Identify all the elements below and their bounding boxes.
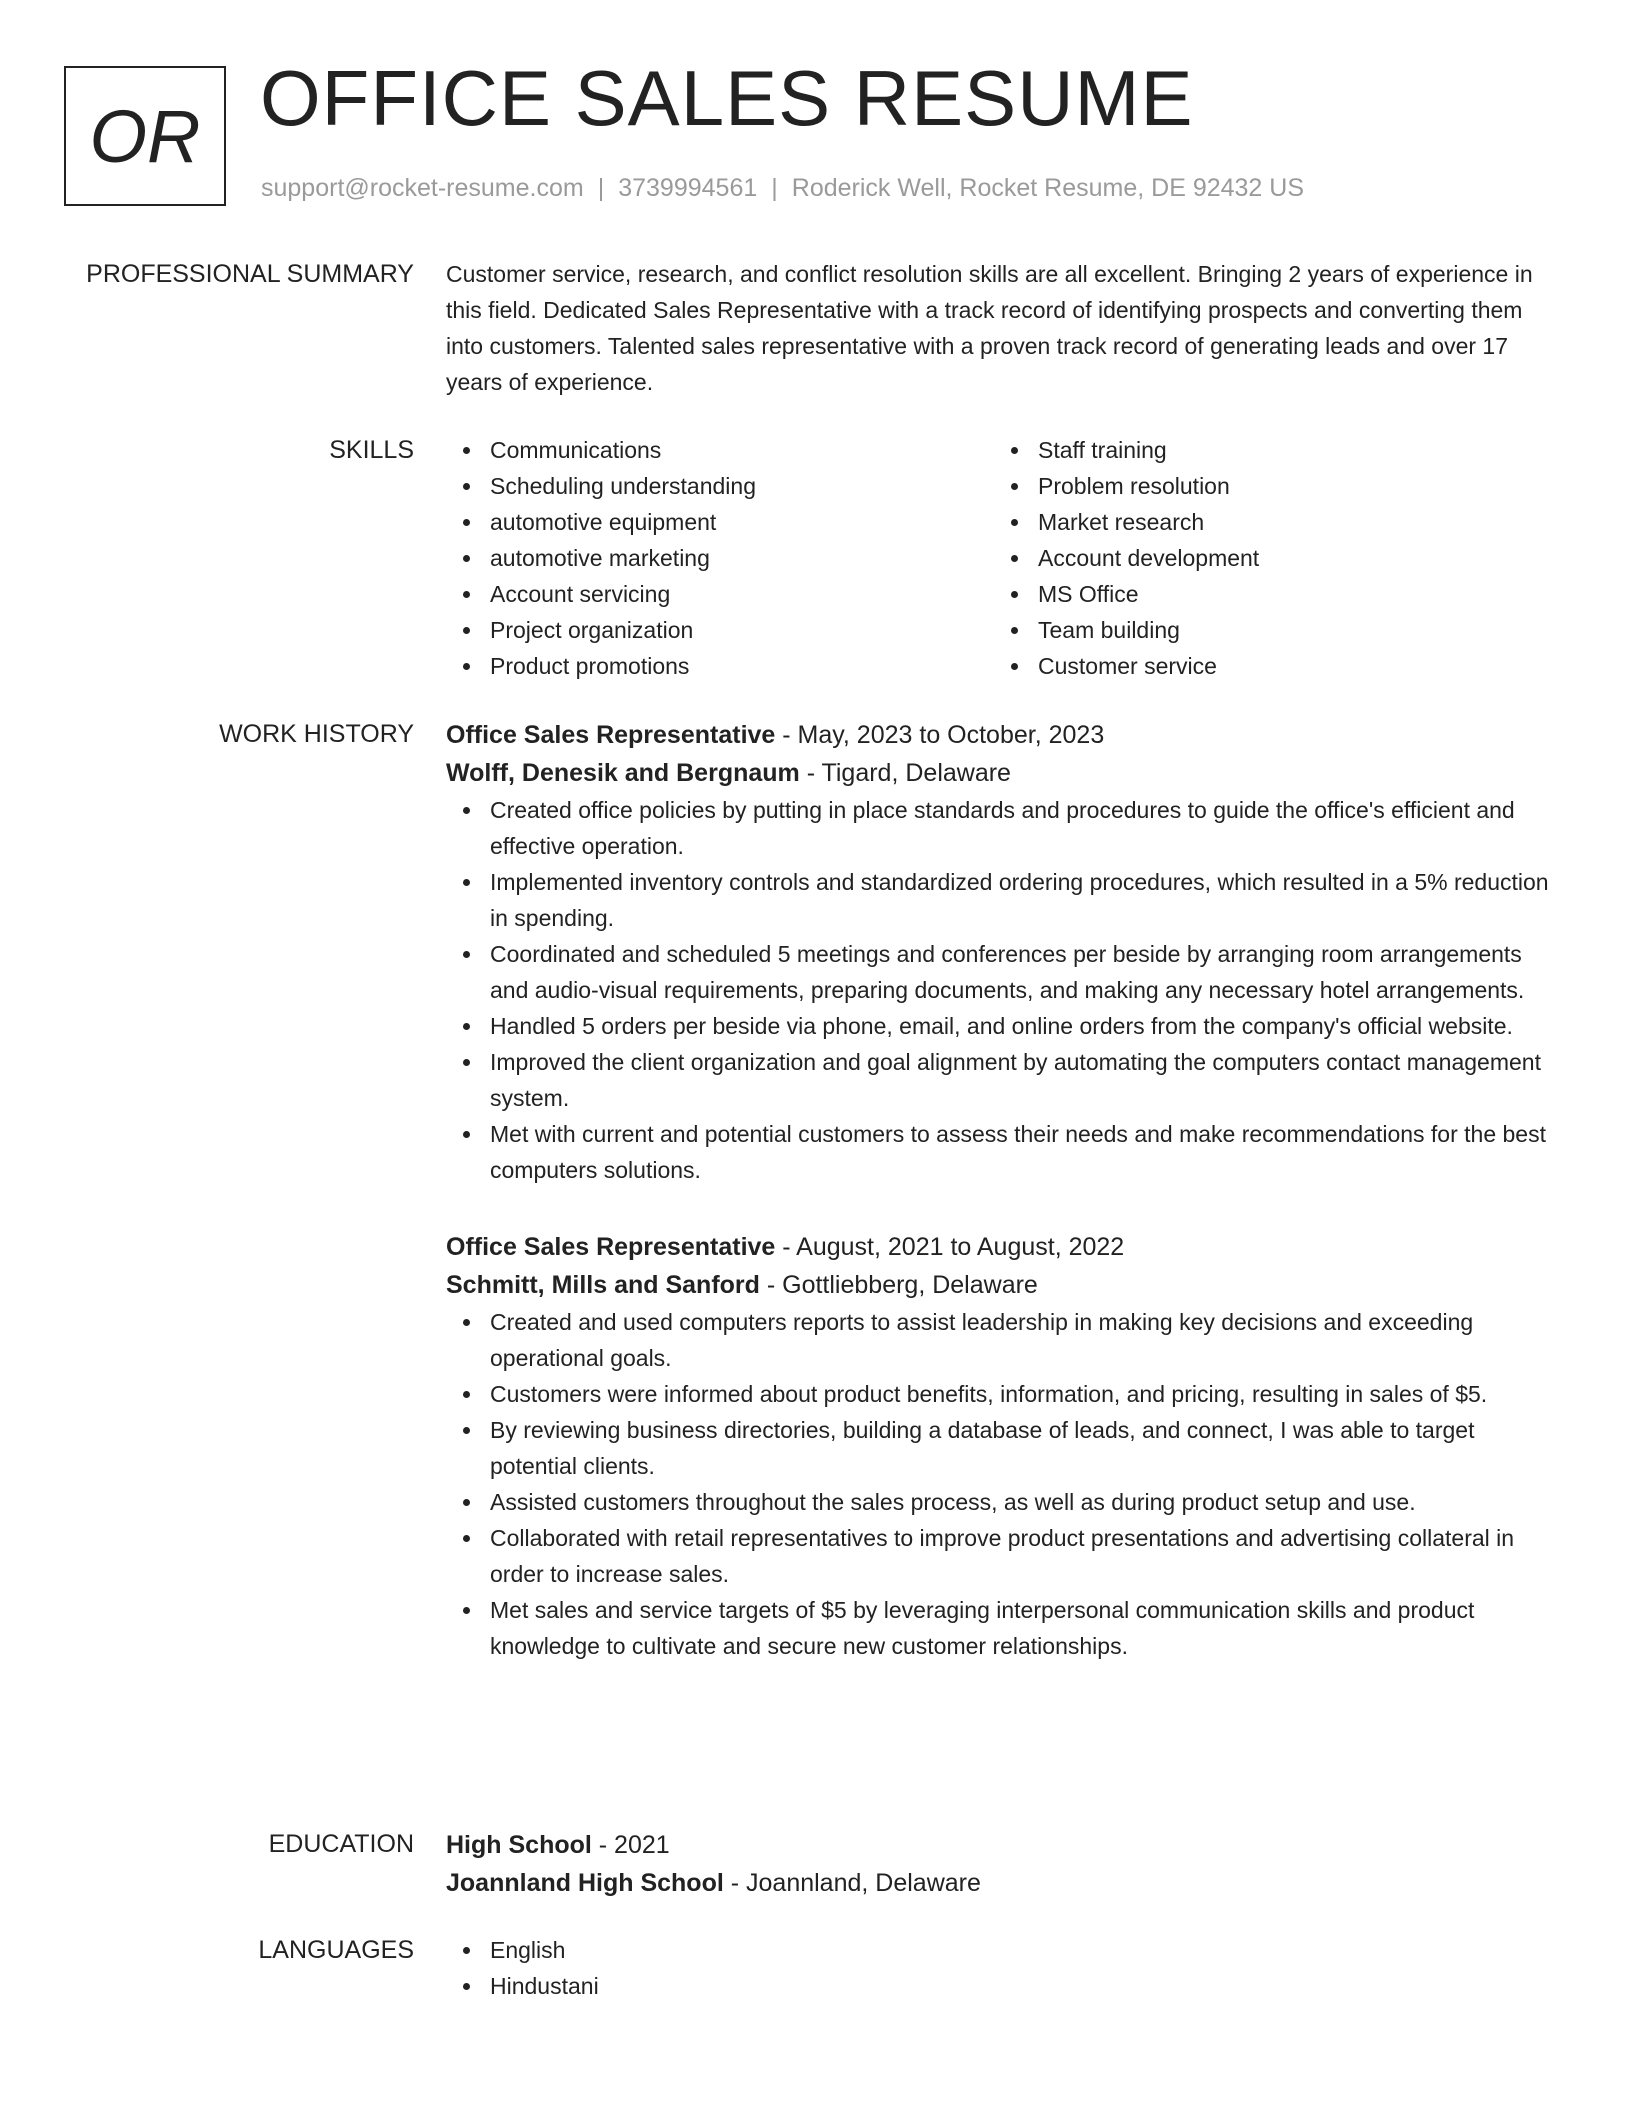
summary-text: Customer service, research, and conflict resolution skills are all excellent. Bringing 2 years of experience in this field. Dedicated Sales Representative with a track record of identifying prospects and converting them into customers. Talented sales representative with a proven track record of generating leads and over 17 years of experience. (446, 261, 1533, 395)
job-bullets (446, 1304, 1562, 1664)
skill-item: Team building (1038, 612, 1542, 648)
job-bullet: Met sales and service targets of $5 by leveraging interpersonal communication skills and product knowledge to cultivate and secure new customer relationships. (490, 1592, 1562, 1664)
summary-body (446, 256, 1562, 400)
resume-title: OFFICE SALES RESUME (260, 54, 1194, 142)
job-location: - Gottliebberg, Delaware (759, 1271, 1038, 1299)
job-company: Wolff, Denesik and Bergnaum (446, 759, 800, 787)
job-bullet: Created and used computers reports to assist leadership in making key decisions and exceeding operational goals. (490, 1304, 1562, 1376)
contact-separator: | (597, 174, 605, 202)
languages-body (446, 1932, 1562, 2004)
skill-item: Customer service (1038, 648, 1542, 684)
job-bullet: Coordinated and scheduled 5 meetings and conferences per beside by arranging room arrangements and audio-visual requirements, preparing documents, and making any necessary hotel arrangements. (490, 936, 1562, 1008)
job-bullet: Improved the client organization and goal alignment by automating the computers contact management system. (490, 1044, 1562, 1116)
job-bullet: Assisted customers throughout the sales process, as well as during product setup and use. (490, 1484, 1562, 1520)
contact-line (261, 174, 1304, 203)
work-history-label: WORK HISTORY (219, 720, 414, 748)
education-label: EDUCATION (268, 1830, 414, 1858)
skill-item: Problem resolution (1038, 468, 1542, 504)
monogram-logo: OR (64, 66, 226, 206)
job-entry (446, 1228, 1562, 1664)
skills-list-right (994, 432, 1542, 684)
job-entry (446, 716, 1562, 1188)
skill-item: Account servicing (490, 576, 994, 612)
languages-label: LANGUAGES (258, 1936, 414, 1964)
job-bullet: Met with current and potential customers to assess their needs and make recommendations for the best computers solutions. (490, 1116, 1562, 1188)
job-bullet: Handled 5 orders per beside via phone, email, and online orders from the company's official website. (490, 1008, 1562, 1044)
education-school: Joannland High School (446, 1869, 724, 1897)
job-bullet: Created office policies by putting in place standards and procedures to guide the office's efficient and effective operation. (490, 792, 1562, 864)
job-bullet: Collaborated with retail representatives to improve product presentations and advertising collateral in order to increase sales. (490, 1520, 1562, 1592)
education-location: - Joannland, Delaware (723, 1869, 981, 1897)
education-school-line (446, 1864, 1562, 1902)
job-dates: - August, 2021 to August, 2022 (775, 1233, 1125, 1261)
job-dates: - May, 2023 to October, 2023 (775, 721, 1105, 749)
contact-phone[interactable]: 3739994561 (618, 174, 758, 202)
languages-list (446, 1932, 1562, 2004)
skill-item: automotive equipment (490, 504, 994, 540)
job-bullet: Customers were informed about product benefits, information, and pricing, resulting in sales of $5. (490, 1376, 1562, 1412)
education-degree-line (446, 1826, 1562, 1864)
job-title-line (446, 1228, 1562, 1266)
skill-item: Market research (1038, 504, 1542, 540)
contact-separator: | (771, 174, 778, 202)
education-body (446, 1826, 1562, 1902)
education-degree: High School (446, 1831, 592, 1859)
skill-item: Project organization (490, 612, 994, 648)
skill-item: Product promotions (490, 648, 994, 684)
job-company-line (446, 754, 1562, 792)
skills-body (446, 432, 1562, 684)
skills-list-left (446, 432, 994, 684)
language-item: English (490, 1932, 1562, 1968)
skill-item: Scheduling understanding (490, 468, 994, 504)
job-title: Office Sales Representative (446, 1233, 776, 1261)
job-company-line (446, 1266, 1562, 1304)
job-bullet: By reviewing business directories, building a database of leads, and connect, I was able to target potential clients. (490, 1412, 1562, 1484)
job-title-line (446, 716, 1562, 754)
contact-address: Roderick Well, Rocket Resume, DE 92432 US (791, 174, 1305, 202)
job-bullet: Implemented inventory controls and standardized ordering procedures, which resulted in a 5% reduction in spending. (490, 864, 1562, 936)
job-location: - Tigard, Delaware (799, 759, 1011, 787)
job-company: Schmitt, Mills and Sanford (446, 1271, 760, 1299)
work-history-body (446, 716, 1562, 1664)
education-year: - 2021 (591, 1831, 670, 1859)
skill-item: Communications (490, 432, 994, 468)
job-bullets (446, 792, 1562, 1188)
skill-item: MS Office (1038, 576, 1542, 612)
skill-item: Staff training (1038, 432, 1542, 468)
skill-item: automotive marketing (490, 540, 994, 576)
contact-email[interactable]: support@rocket-resume.com (261, 174, 584, 202)
job-title: Office Sales Representative (446, 721, 776, 749)
skills-label: SKILLS (329, 436, 414, 464)
summary-label: PROFESSIONAL SUMMARY (86, 260, 414, 288)
language-item: Hindustani (490, 1968, 1562, 2004)
skill-item: Account development (1038, 540, 1542, 576)
